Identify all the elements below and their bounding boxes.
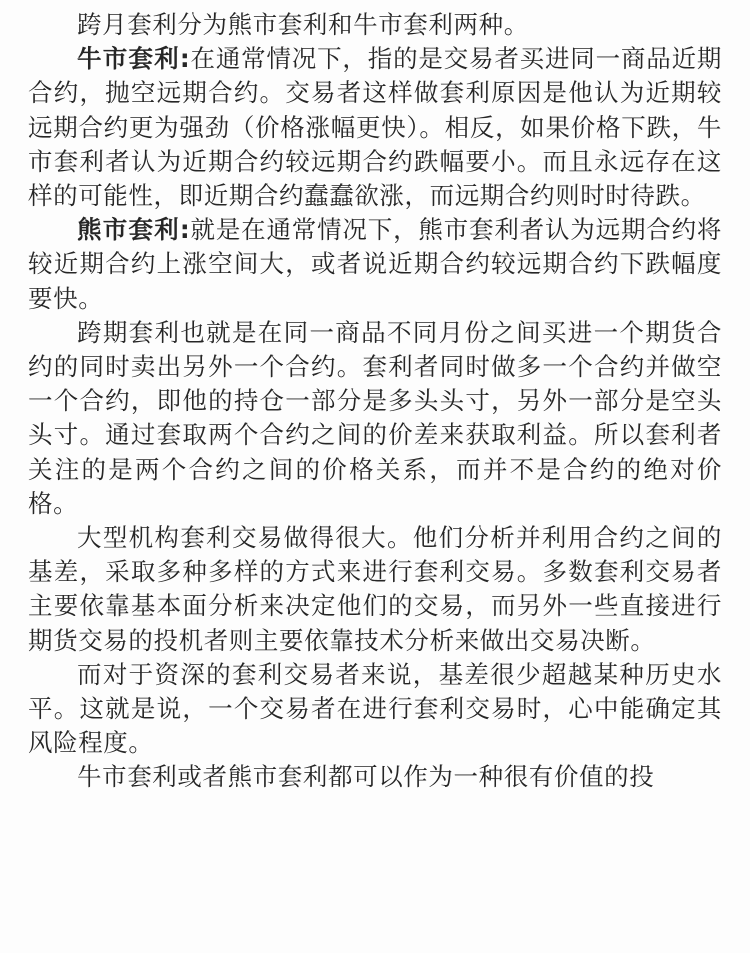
paragraph-bull-spread [28, 42, 722, 213]
term-bull-spread: 牛市套利 [77, 44, 180, 74]
paragraph-experienced-traders [28, 658, 722, 761]
paragraph-text: 在通常情况下，指的是交易者买进同一商品近期合约，抛空远期合约。交易者这样做套利原因是他认为近期较远期合约更为强劲（价格涨幅更快）。相反，如果价格下跌，牛市套利者认为近期合约较远期合约跌幅要小。而且永远存在这样的可能性，即近期合约蠢蠢欲涨，而远期合约则时时待跌。 [28, 44, 723, 211]
document-body [28, 8, 722, 795]
paragraph-bear-spread [28, 213, 722, 316]
term-colon: : [179, 44, 191, 74]
paragraph-text: 跨期套利也就是在同一商品不同月份之间买进一个期货合约的同时卖出另外一个合约。套利者同时做多一个合约并做空一个合约，即他的持仓一部分是多头头寸，另外一部分是空头头寸。通过套取两个合约之间的价差来获取利益。所以套利者关注的是两个合约之间的价格关系，而并不是合约的绝对价格。 [28, 317, 722, 518]
term-bear-spread: 熊市套利 [77, 215, 180, 245]
term-colon: : [179, 215, 191, 245]
paragraph-text: 跨月套利分为熊市套利和牛市套利两种。 [77, 10, 529, 39]
paragraph-calendar-spread [28, 316, 722, 521]
paragraph-text: 大型机构套利交易做得很大。他们分析并利用合约之间的基差，采取多种多样的方式来进行套利交易。多数套利交易者主要依靠基本面分析来决定他们的交易，而另外一些直接进行期货交易的投机者则主要依靠技术分析来做出交易决断。 [28, 523, 722, 655]
paragraph-institutions [28, 521, 722, 658]
paragraph-text: 牛市套利或者熊市套利都可以作为一种很有价值的投 [77, 762, 655, 792]
paragraph-intro [28, 8, 722, 42]
paragraph-text: 而对于资深的套利交易者来说，基差很少超越某种历史水平。这就是说，一个交易者在进行套利交易时，心中能确定其风险程度。 [28, 659, 722, 758]
paragraph-closing [28, 760, 722, 794]
paragraph-text: 就是在通常情况下，熊市套利者认为远期合约将较近期合约上涨空间大，或者说近期合约较远期合约下跌幅度要快。 [28, 215, 723, 313]
